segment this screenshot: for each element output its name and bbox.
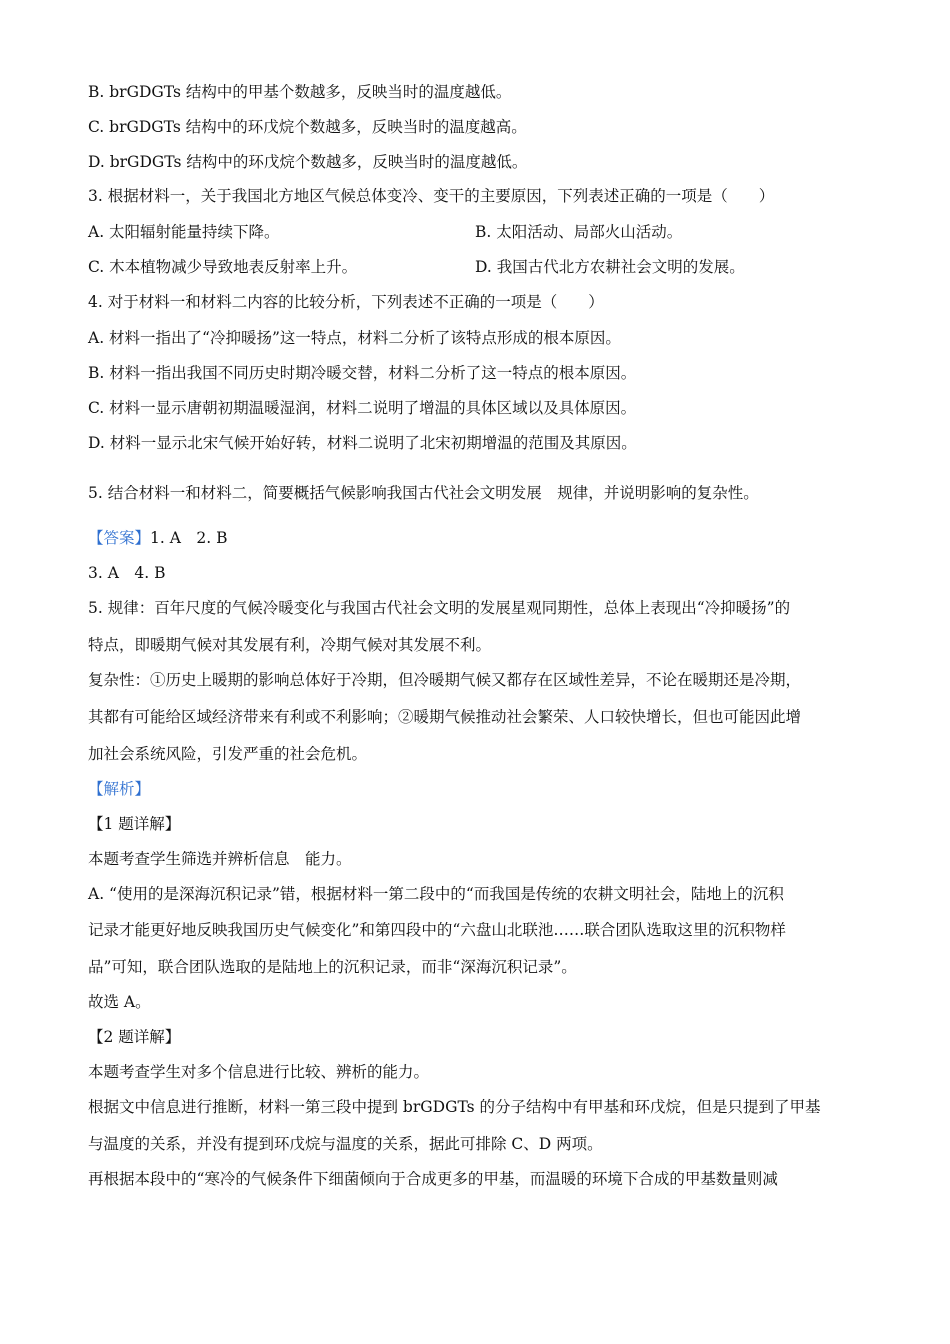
q3-stem: 3. 根据材料一，关于我国北方地区气候总体变冷、变干的主要原因，下列表述正确的一项是（ ）	[88, 187, 775, 205]
q3-option-c: C. 木本植物减少导致地表反射率上升。	[88, 258, 358, 276]
answer-q5-line-3: 复杂性：①历史上暖期的影响总体好于冷期，但冷暖期气候又都存在区域性差异，不论在暖期还是冷期，	[88, 671, 802, 689]
q2-option-b: B. brGDGTs 结构中的甲基个数越多，反映当时的温度越低。	[88, 83, 512, 101]
q4-option-b: B. 材料一指出我国不同历史时期冷暖交替，材料二分析了这一特点的根本原因。	[88, 364, 637, 382]
analysis-tag: 【解析】	[88, 780, 151, 798]
answer-q5-line-1: 5. 规律：百年尺度的气候冷暖变化与我国古代社会文明的发展星观同期性，总体上表现出“冷抑暖扬”的	[88, 599, 791, 617]
q1-detail-line-1: 本题考查学生筛选并辨析信息 能力。	[88, 850, 352, 868]
q2-detail-line-3: 与温度的关系，并没有提到环戊烷与温度的关系，据此可排除 C、D 两项。	[88, 1135, 603, 1153]
answer-1-2: 1. A 2. B	[150, 529, 228, 547]
q5-stem: 5. 结合材料一和材料二，简要概括气候影响我国古代社会文明发展 规律，并说明影响的复杂性。	[88, 484, 759, 502]
q4-option-a: A. 材料一指出了“冷抑暖扬”这一特点，材料二分析了该特点形成的根本原因。	[88, 329, 621, 347]
q3-option-d: D. 我国古代北方农耕社会文明的发展。	[475, 258, 745, 276]
answer-q5-line-4: 其都有可能给区域经济带来有利或不利影响；②暖期气候推动社会繁荣、人口较快增长，但也可能因此增	[88, 708, 802, 726]
q3-option-a: A. 太阳辐射能量持续下降。	[88, 223, 280, 241]
answer-line-1	[88, 528, 228, 548]
answer-line-2: 3. A 4. B	[88, 564, 166, 582]
q4-option-c: C. 材料一显示唐朝初期温暖湿润，材料二说明了增温的具体区域以及具体原因。	[88, 399, 637, 417]
q1-detail-line-3: 记录才能更好地反映我国历史气候变化”和第四段中的“六盘山北联池……联合团队选取这里的沉积物样	[88, 921, 786, 939]
q2-option-d: D. brGDGTs 结构中的环戊烷个数越多，反映当时的温度越低。	[88, 153, 528, 171]
q2-detail-line-1: 本题考查学生对多个信息进行比较、辨析的能力。	[88, 1063, 430, 1081]
q4-option-d: D. 材料一显示北宋气候开始好转，材料二说明了北宋初期增温的范围及其原因。	[88, 434, 637, 452]
q1-detail-line-4: 品”可知，联合团队选取的是陆地上的沉积记录，而非“深海沉积记录”。	[88, 958, 577, 976]
q2-option-c: C. brGDGTs 结构中的环戊烷个数越多，反映当时的温度越高。	[88, 118, 527, 136]
answer-tag: 【答案】	[88, 529, 151, 547]
q3-option-b: B. 太阳活动、局部火山活动。	[475, 223, 683, 241]
q2-detail-line-4: 再根据本段中的“寒冷的气候条件下细菌倾向于合成更多的甲基，而温暖的环境下合成的甲基数量则减	[88, 1170, 778, 1188]
q2-detail-title: 【2 题详解】	[88, 1028, 181, 1046]
answer-q5-line-5: 加社会系统风险，引发严重的社会危机。	[88, 745, 368, 763]
q1-detail-line-2: A. “使用的是深海沉积记录”错，根据材料一第二段中的“而我国是传统的农耕文明社会，陆地上的沉积	[88, 885, 784, 903]
q2-detail-line-2: 根据文中信息进行推断，材料一第三段中提到 brGDGTs 的分子结构中有甲基和环戊烷，但是只提到了甲基	[88, 1098, 821, 1116]
q1-detail-title: 【1 题详解】	[88, 815, 181, 833]
q1-detail-line-5: 故选 A。	[88, 993, 151, 1011]
q4-stem: 4. 对于材料一和材料二内容的比较分析，下列表述不正确的一项是（ ）	[88, 293, 604, 311]
answer-q5-line-2: 特点，即暖期气候对其发展有利，冷期气候对其发展不利。	[88, 636, 492, 654]
